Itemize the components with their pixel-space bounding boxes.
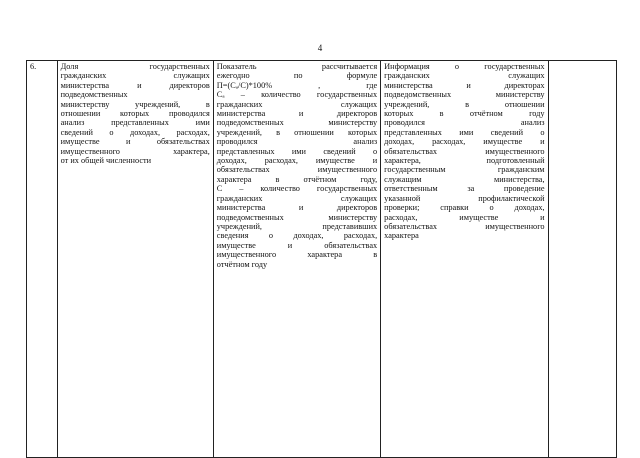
text-line: С – количество государственных [216,184,378,194]
text-line: ответственным за проведение [384,184,545,194]
text-line: Информация о государственных [384,62,545,71]
text-line: подведомственных [60,90,128,100]
text-line: указанной профилактической [384,193,545,203]
text-line: сведения о доходах, расходах, [216,231,378,241]
text-line: проверки; справки о доходах, [384,203,545,213]
text-line: сведений о доходах, расходах, [60,127,210,137]
text-line: министерства и директоров [216,109,378,119]
text-line: анализ представленных ими [60,118,210,128]
page-number: 4 [317,43,323,53]
text-line: министерству учреждений, в [60,99,210,109]
text-line: подведомственных министерству [216,212,378,222]
text-line: представленных ими сведений о [216,146,378,156]
text-line: гражданских служащих [60,71,210,81]
text-line: гражданских служащих [216,193,378,203]
text-line: Доля государственных [60,62,210,71]
text-line: характера, подготовленный [384,156,545,166]
text-line: гражданских служащих [216,99,378,109]
table-row [27,61,617,458]
text-line: имущественного характера, [60,146,210,156]
text-line: обязательствах имущественного [384,221,545,231]
text-line: Показатель рассчитывается [216,62,378,71]
text-line: от их общей численности [60,156,152,166]
text-line: имущественного характера в [216,250,378,260]
text-line: учреждений, в отношении [384,99,545,109]
text-line: учреждений, представивших [216,221,378,231]
text-line: проводился анализ [384,118,545,128]
text-line: отношении которых проводился [60,109,210,119]
text-line: ежегодно по формуле [216,71,378,81]
text-line: характера [384,231,419,241]
text-line: подведомственных министерству [216,118,378,128]
text-line: гражданских служащих [384,71,545,81]
indicator-name-cell [57,61,213,458]
text-line: проводился анализ [216,137,378,147]
indicator-table [26,60,617,458]
row-number: 6. [27,61,58,458]
text-line: представленных ими сведений о [384,127,545,137]
text-line: министерства и директорах [384,80,545,90]
text-line: П=(Сₐ/С)*100% , где [216,80,378,90]
text-line: расходах, имуществе и [384,212,545,222]
text-line: государственным гражданским [384,165,545,175]
text-line: обязательствах имущественного [216,165,378,175]
text-line: доходах, расходах, имуществе и [384,137,545,147]
text-line: служащим министерства, [384,174,545,184]
text-line: которых в отчётном году [384,109,545,119]
text-line: Сₐ – количество государственных [216,90,378,100]
text-line: учреждений, в отношении которых [216,127,378,137]
text-line: доходах, расходах, имуществе и [216,156,378,166]
text-line: подведомственных министерству [384,90,545,100]
text-line: министерства и директоров [60,80,210,90]
data-source-cell [381,61,548,458]
text-line: обязательствах имущественного [384,146,545,156]
text-line: имуществе и обязательствах [216,240,378,250]
text-line: характера в отчётном году, [216,174,378,184]
text-line: имуществе и обязательствах [60,137,210,147]
empty-cell [548,61,616,458]
calculation-method-cell [213,61,380,458]
text-line: отчётном году [216,259,268,269]
text-line: министерства и директоров [216,203,378,213]
